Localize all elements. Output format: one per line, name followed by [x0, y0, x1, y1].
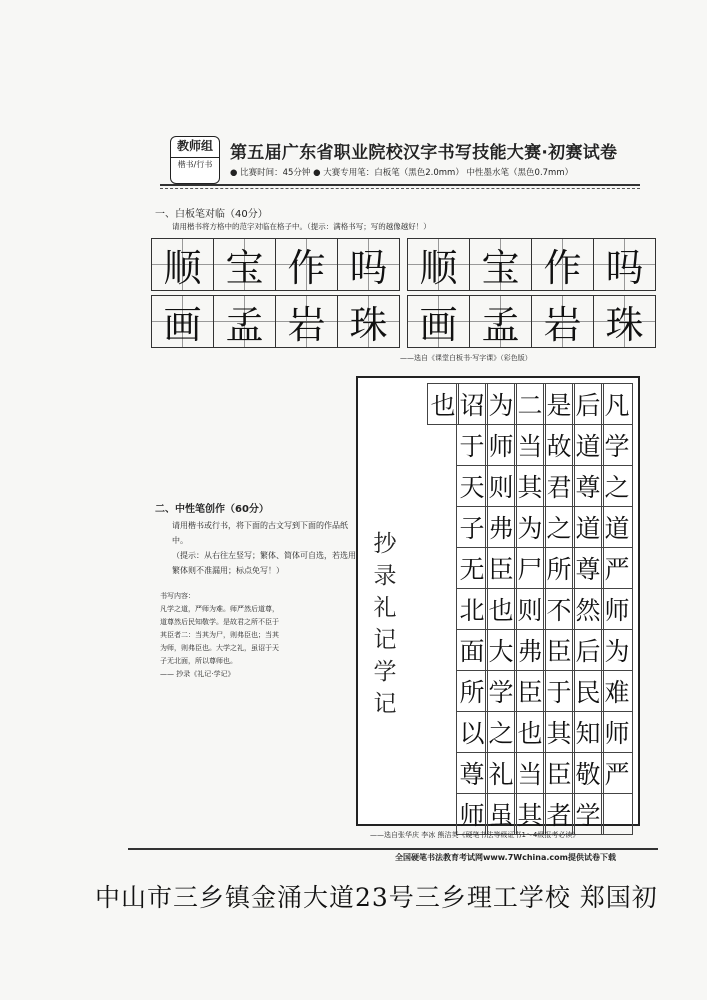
paper-cell: 后 [572, 629, 604, 671]
paper-cell: 严 [601, 547, 633, 589]
paper-cell: 其 [514, 793, 546, 835]
grid-cell: 作 [531, 238, 594, 291]
paper-cell: 学 [601, 424, 633, 466]
paper-column [572, 384, 604, 835]
paper-cell: 之 [485, 711, 517, 753]
paper-cell: 民 [572, 670, 604, 712]
paper-cell: 北 [456, 588, 488, 630]
grid-cell: 顺 [151, 238, 214, 291]
paper-cell: 也 [485, 588, 517, 630]
header-divider [160, 184, 640, 186]
signature-char: 录 [373, 563, 397, 589]
paper-cell: 也 [427, 383, 459, 425]
content-line: 其臣者二：当其为尸，则弗臣也；当其 [160, 631, 279, 639]
paper-cell: 臣 [514, 670, 546, 712]
paper-cell: 后 [572, 383, 604, 425]
instruction-line: 请用楷书或行书，将下面的古文写到下面的作品纸中。 [172, 521, 348, 545]
copy-grid [152, 238, 656, 348]
paper-cell: 虽 [485, 793, 517, 835]
paper-cell: 道 [572, 506, 604, 548]
footer-text: 全国硬笔书法教育考试网www.7Wchina.com提供试卷下载 [395, 853, 616, 862]
grid-cell: 宝 [469, 238, 532, 291]
paper-cell: 学 [485, 670, 517, 712]
grid-cell: 孟 [469, 295, 532, 348]
section1-instruction: 请用楷书将方格中的范字对临在格子中。（提示：满格书写；写的越像越好！） [172, 222, 431, 231]
paper-cell: 其 [543, 711, 575, 753]
paper-cell: 为 [485, 383, 517, 425]
paper-cell: 凡 [601, 383, 633, 425]
paper-cell: 其 [514, 465, 546, 507]
paper-cell: 则 [485, 465, 517, 507]
paper-cell: 学 [572, 793, 604, 835]
paper-cell: 道 [601, 506, 633, 548]
paper-cell: 也 [514, 711, 546, 753]
grid-row-1 [152, 238, 656, 291]
paper-cell: 为 [514, 506, 546, 548]
paper-cell: 于 [456, 424, 488, 466]
paper-cell: 天 [456, 465, 488, 507]
paper-cell: 大 [485, 629, 517, 671]
grid-cell: 画 [407, 295, 470, 348]
paper-cell: 师 [601, 711, 633, 753]
paper-cell: 故 [543, 424, 575, 466]
signature-char: 抄 [373, 531, 397, 557]
paper-cell: 敬 [572, 752, 604, 794]
paper-cell: 所 [543, 547, 575, 589]
paper-cell: 于 [543, 670, 575, 712]
paper-cell: 之 [543, 506, 575, 548]
exam-info: ● 比赛时间：45分钟 ● 大赛专用笔：白板笔（黑色2.0mm） 中性墨水笔（黑色0.7mm） [230, 168, 574, 178]
paper-column [485, 384, 517, 835]
paper-column [543, 384, 575, 835]
paper-cell: 弗 [514, 629, 546, 671]
paper-cell: 臣 [543, 752, 575, 794]
signature-column [370, 424, 400, 824]
paper-cell: 尊 [572, 465, 604, 507]
header-dashed-divider [160, 188, 640, 189]
paper-cell: 诏 [456, 383, 488, 425]
paper-column [514, 384, 546, 835]
content-line: —— 抄录《礼记·学记》 [160, 670, 235, 678]
paper-cell: 以 [456, 711, 488, 753]
content-line: 子无北面，所以尊师也。 [160, 657, 237, 665]
footer-divider [128, 848, 658, 850]
paper-cell: 者 [543, 793, 575, 835]
grid-row-2 [152, 295, 656, 348]
paper-cell: 臣 [543, 629, 575, 671]
grid-cell: 顺 [407, 238, 470, 291]
paper-cell: 不 [543, 588, 575, 630]
paper-cell: 尸 [514, 547, 546, 589]
paper-column [456, 384, 488, 835]
grid-cell: 岩 [275, 295, 338, 348]
paper-cell: 道 [572, 424, 604, 466]
group-badge [170, 136, 220, 184]
grid-cell: 孟 [213, 295, 276, 348]
paper-cell: 子 [456, 506, 488, 548]
paper-cell: 当 [514, 752, 546, 794]
section2-content [160, 590, 360, 681]
paper-cell: 则 [514, 588, 546, 630]
composition-paper [356, 376, 640, 830]
paper-cell: 难 [601, 670, 633, 712]
instruction-line: （提示：从右往左竖写；繁体、简体可自选，若选用繁体则不准漏用；标点免写！） [172, 551, 356, 575]
badge-label: 教师组 [176, 139, 213, 153]
paper-cell: 当 [514, 424, 546, 466]
grid-cell: 作 [275, 238, 338, 291]
paper-cell: 为 [601, 629, 633, 671]
grid-cell: 吗 [593, 238, 656, 291]
paper-cell: 师 [456, 793, 488, 835]
grid-cell: 岩 [531, 295, 594, 348]
grid-cell: 宝 [213, 238, 276, 291]
section2-source: ——选自张华庆 李冰 熊洁英《硬笔书法等级证书1～4级报考必读》 [370, 831, 580, 839]
handwritten-address: 中山市三乡镇金涌大道23号三乡理工学校 郑国初 [95, 883, 658, 912]
paper-column [601, 384, 633, 835]
signature-char: 记 [373, 691, 397, 717]
section1-heading: 一、白板笔对临（40分） [155, 209, 268, 220]
paper-column [427, 384, 459, 425]
paper-cell: 君 [543, 465, 575, 507]
paper-cell: 然 [572, 588, 604, 630]
paper-cell: 面 [456, 629, 488, 671]
paper-cell: 尊 [456, 752, 488, 794]
paper-cell: 二 [514, 383, 546, 425]
paper-cell: 礼 [485, 752, 517, 794]
section2-instructions [172, 518, 362, 578]
paper-cell: 无 [456, 547, 488, 589]
content-label: 书写内容： [160, 592, 195, 600]
page-title: 第五届广东省职业院校汉字书写技能大赛·初赛试卷 [230, 143, 618, 163]
paper-cell: 师 [601, 588, 633, 630]
paper-cell: 师 [485, 424, 517, 466]
signature-char: 学 [373, 659, 397, 685]
grid-cell: 珠 [337, 295, 400, 348]
section2-heading: 二、中性笔创作（60分） [155, 504, 269, 515]
paper-cell: 之 [601, 465, 633, 507]
paper-cell: 臣 [485, 547, 517, 589]
paper-cell: 弗 [485, 506, 517, 548]
content-line: 凡学之道，严师为难。师严然后道尊， [160, 605, 279, 613]
paper-cell: 是 [543, 383, 575, 425]
grid-cell: 珠 [593, 295, 656, 348]
grid-cell: 吗 [337, 238, 400, 291]
paper-cell: 尊 [572, 547, 604, 589]
content-line: 道尊然后民知敬学。是故君之所不臣于 [160, 618, 279, 626]
paper-cell: 所 [456, 670, 488, 712]
content-line: 为师，则弗臣也。大学之礼，虽诏于天 [160, 644, 279, 652]
paper-cell: 知 [572, 711, 604, 753]
paper-cell [601, 793, 633, 835]
badge-sub-label: 楷书/行书 [171, 157, 219, 172]
signature-char: 礼 [373, 595, 397, 621]
grid-cell: 画 [151, 295, 214, 348]
signature-char: 记 [373, 627, 397, 653]
paper-cell: 严 [601, 752, 633, 794]
section1-source: ——选自《课堂白板书·写字课》（彩色版） [400, 354, 532, 362]
